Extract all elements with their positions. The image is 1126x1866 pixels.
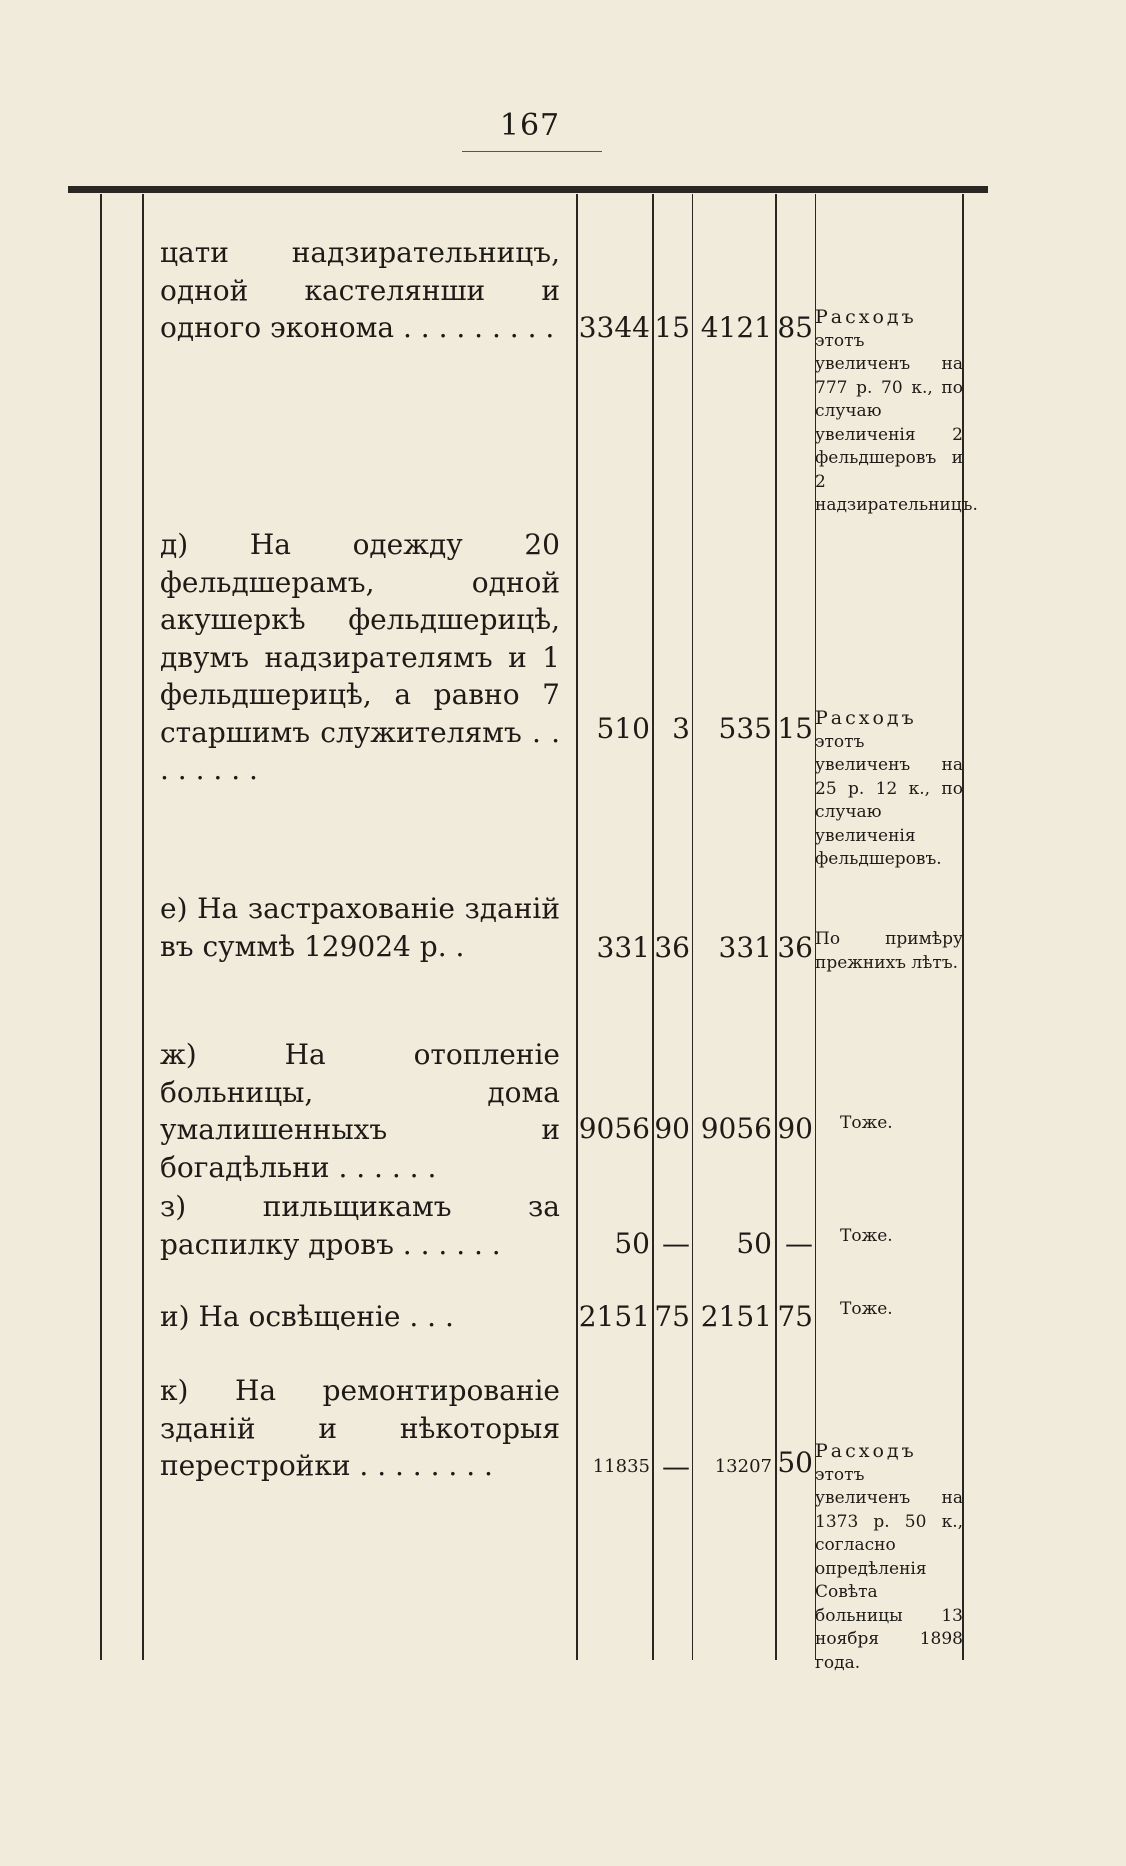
column-rule <box>775 194 777 1660</box>
kopecks-1: 36 <box>654 931 690 964</box>
remark <box>840 1298 988 1322</box>
kopecks-1: 90 <box>654 1112 690 1145</box>
remark <box>840 1112 988 1136</box>
kopecks-1: 3 <box>672 712 690 745</box>
kopecks-1: 15 <box>654 311 690 344</box>
kopecks-2: — <box>785 1227 813 1260</box>
kopecks-2: 50 <box>777 1446 813 1479</box>
kopecks-2: 15 <box>777 712 813 745</box>
item-description: е) На застрахованіе зданій въ суммѣ 129024 р. . <box>160 892 560 963</box>
remark <box>815 1440 963 1675</box>
rubles-2: 331 <box>718 931 772 964</box>
remark-lead: Расходъ <box>815 1440 917 1462</box>
column-rule <box>692 194 693 1660</box>
rubles-1: 50 <box>614 1227 650 1260</box>
column-rule <box>100 194 102 1660</box>
page-number: 167 <box>499 108 561 143</box>
item-description: и) На освѣщеніе . . . <box>160 1300 454 1333</box>
column-rule <box>142 194 144 1660</box>
kopecks-1: — <box>662 1227 690 1260</box>
rubles-2: 13207 <box>714 1456 772 1477</box>
rubles-2: 9056 <box>700 1112 772 1145</box>
item-description: д) На одежду 20 фельдшерамъ, одной акушеркѣ фельдшерицѣ, двумъ надзирателямъ и 1 фельдшерицѣ, а равно 7 старшимъ служителямъ . . . . . . . . <box>160 528 560 786</box>
rubles-1: 11835 <box>592 1456 650 1477</box>
remark-text: этотъ увеличенъ на 25 р. 12 к., по случаю увеличенія фельдшеровъ. <box>815 731 963 869</box>
kopecks-2: 75 <box>777 1300 813 1333</box>
remark-text: этотъ увеличенъ на 777 р. 70 к., по случаю увеличенія 2 фельдшеровъ и 2 надзирательницъ. <box>815 330 978 515</box>
rubles-1: 2151 <box>578 1300 650 1333</box>
rubles-1: 3344 <box>578 311 650 344</box>
rubles-2: 535 <box>718 712 772 745</box>
table-top-rule <box>68 186 988 193</box>
kopecks-1: 75 <box>654 1300 690 1333</box>
remark-text: Тоже. <box>840 1226 893 1246</box>
remark-text: этотъ увеличенъ на 1373 р. 50 к., согласно опредѣленія Совѣта больницы 13 ноября 1898 года. <box>815 1464 963 1673</box>
page-number-rule <box>462 151 602 152</box>
kopecks-2: 90 <box>777 1112 813 1145</box>
kopecks-2: 36 <box>777 931 813 964</box>
rubles-1: 331 <box>596 931 650 964</box>
item-description: з) пильщикамъ за распилку дровъ . . . . . . <box>160 1190 560 1261</box>
remark-text: Тоже. <box>840 1113 893 1133</box>
kopecks-2: 85 <box>777 311 813 344</box>
remark-text: По примѣру прежнихъ лѣтъ. <box>815 929 963 973</box>
rubles-1: 510 <box>596 712 650 745</box>
remark <box>815 306 978 518</box>
column-rule <box>652 194 654 1660</box>
remark-lead: Расходъ <box>815 707 917 729</box>
column-rule <box>576 194 578 1660</box>
item-description: ж) На отопленіе больницы, дома умалишенныхъ и богадѣльни . . . . . . <box>160 1038 560 1184</box>
rubles-2: 4121 <box>700 311 772 344</box>
rubles-2: 50 <box>736 1227 772 1260</box>
remark-lead: Расходъ <box>815 306 917 328</box>
item-description: к) На ремонтированіе зданій и нѣкоторыя перестройки . . . . . . . . <box>160 1374 560 1482</box>
rubles-2: 2151 <box>700 1300 772 1333</box>
rubles-1: 9056 <box>578 1112 650 1145</box>
kopecks-1: — <box>662 1450 690 1483</box>
remark <box>815 707 963 872</box>
remark <box>815 928 963 975</box>
remark <box>840 1225 988 1249</box>
item-description: цати надзирательницъ, одной кастелянши и одного эконома . . . . . . . . . <box>160 236 560 344</box>
remark-text: Тоже. <box>840 1299 893 1319</box>
